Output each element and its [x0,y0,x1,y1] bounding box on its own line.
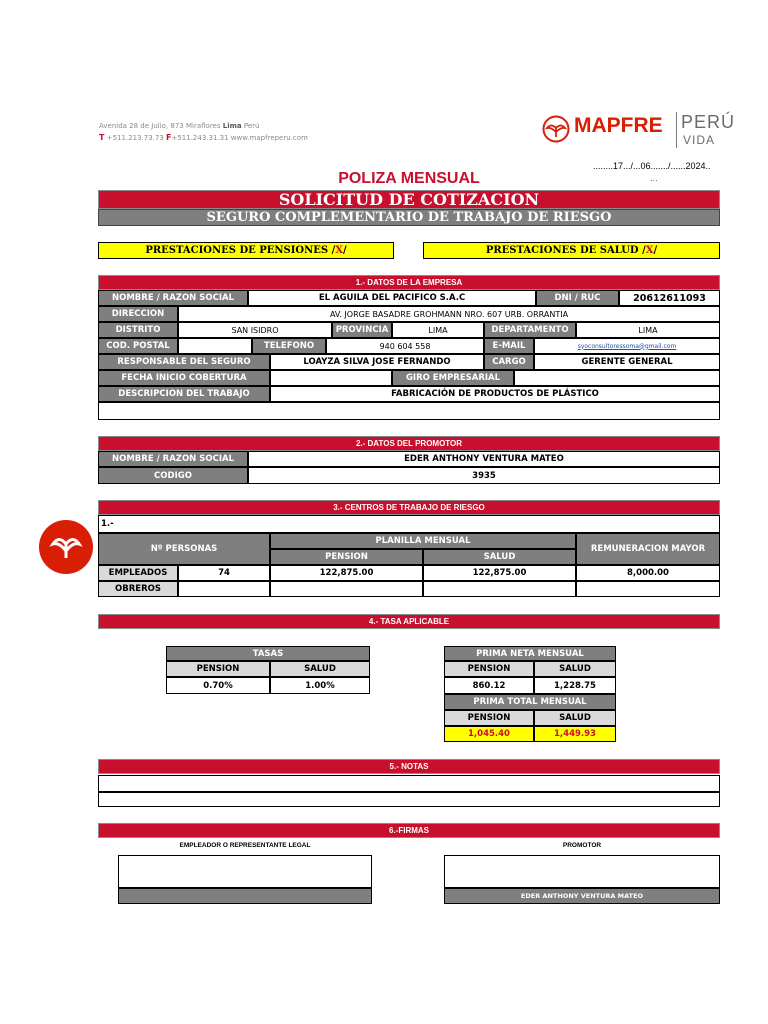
centros-pension-label: PENSION [270,549,423,565]
empresa-responsable-value: LOAYZA SILVA JOSE FERNANDO [270,354,484,370]
empresa-email-link[interactable]: syoconsultoressoma@gmail.com [577,342,677,350]
notas-row-2 [98,792,720,807]
empresa-postal-value [178,338,252,354]
firma-promotor-box [444,855,720,888]
centros-empleados-remuneracion: 8,000.00 [576,565,720,581]
empresa-provincia-value: LIMA [392,322,484,338]
phone-t: +511.213.73.73 [106,134,164,142]
logo-brand: MAPFRE [574,114,663,137]
website: www.mapfreperu.com [230,134,308,142]
address-city: Lima [222,122,242,130]
prestaciones-salud-box [423,242,720,259]
firma-promotor-label: PROMOTOR [562,842,602,849]
prestaciones-pensiones-mark: X [335,245,344,256]
section-notas: 5.- NOTAS [98,759,720,774]
promotor-codigo-value: 3935 [248,467,720,484]
logo-divider [676,112,677,148]
phone-f-label: F [166,133,172,142]
empresa-departamento-label: DEPARTAMENTO [484,322,576,338]
logo-country: PERÚ [681,112,736,132]
promotor-nombre-value: EDER ANTHONY VENTURA MATEO [248,451,720,467]
prestaciones-salud-label: PRESTACIONES DE SALUD / [485,245,646,256]
centros-obreros-pension [270,581,423,597]
firma-promotor-name: EDER ANTHONY VENTURA MATEO [444,888,720,904]
centros-salud-label: SALUD [423,549,576,565]
mapfre-logo [540,112,736,152]
tasas-pension-label: PENSION [166,661,270,677]
phone-f: +511.243.31.31 [171,134,229,142]
prima-total-header: PRIMA TOTAL MENSUAL [444,694,616,710]
section-tasa: 4.- TASA APLICABLE [98,614,720,629]
prima-total-pension-label: PENSION [444,710,534,726]
prestaciones-salud-mark: X [645,245,654,256]
empresa-distrito-value: SAN ISIDRO [178,322,332,338]
empresa-dni-value: 20612611093 [619,290,720,306]
empresa-descripcion-label: DESCRIPCION DEL TRABAJO [98,386,270,402]
mapfre-seal [39,520,93,574]
centros-remuneracion-label: REMUNERACION MAYOR [576,533,720,565]
empresa-nombre-value: EL AGUILA DEL PACIFICO S.A.C [248,290,536,306]
seguro-title: SEGURO COMPLEMENTARIO DE TRABAJO DE RIESGO [98,209,720,226]
empresa-fecha-label: FECHA INICIO COBERTURA [98,370,270,386]
centros-empleados-label: EMPLEADOS [98,565,178,581]
empresa-cargo-label: CARGO [484,354,534,370]
prima-neta-salud-label: SALUD [534,661,616,677]
phone-t-label: T [99,133,105,142]
empresa-telefono-label: TELEFONO [252,338,326,354]
empresa-telefono-value: 940 604 558 [326,338,484,354]
promotor-codigo-label: CODIGO [98,467,248,484]
address-country: Perú [243,122,260,130]
empresa-blank-row [98,402,720,420]
empresa-fecha-value [270,370,392,386]
empresa-departamento-value: LIMA [576,322,720,338]
empresa-nombre-label: NOMBRE / RAZON SOCIAL [98,290,248,306]
firma-empleador-box [118,855,372,888]
prima-total-salud-label: SALUD [534,710,616,726]
empresa-descripcion-value: FABRICACIÓN DE PRODUCTOS DE PLÁSTICO [270,386,720,402]
mapfre-emblem-icon [542,115,570,143]
centros-empleados-personas: 74 [178,565,270,581]
centros-obreros-personas [178,581,270,597]
prima-total-pension-value: 1,045.40 [444,726,534,742]
prima-neta-pension-label: PENSION [444,661,534,677]
section-empresa: 1.- DATOS DE LA EMPRESA [98,275,720,290]
tasas-header: TASAS [166,646,370,661]
company-address [99,120,308,144]
prima-neta-pension-value: 860.12 [444,677,534,694]
prestaciones-salud-close: / [653,245,658,256]
document-date-sub: ... [650,174,658,183]
prima-neta-salud-value: 1,228.75 [534,677,616,694]
prestaciones-pensiones-box [98,242,394,259]
tasas-pension-value: 0.70% [166,677,270,694]
tasas-salud-value: 1.00% [270,677,370,694]
empresa-direccion-label: DIRECCION [98,306,178,322]
empresa-distrito-label: DISTRITO [98,322,178,338]
empresa-giro-label: GIRO EMPRESARIAL [392,370,514,386]
section-centros: 3.- CENTROS DE TRABAJO DE RIESGO [98,500,720,515]
mapfre-seal-icon [39,520,93,574]
solicitud-title: SOLICITUD DE COTIZACION [98,190,720,209]
empresa-responsable-label: RESPONSABLE DEL SEGURO [98,354,270,370]
prima-neta-header: PRIMA NETA MENSUAL [444,646,616,661]
empresa-email-label: E-MAIL [484,338,534,354]
empresa-direccion-value: AV. JORGE BASADRE GROHMANN NRO. 607 URB. ORRANTIA [178,306,720,322]
section-firmas: 6.-FIRMAS [98,823,720,838]
centros-empleados-salud: 122,875.00 [423,565,576,581]
section-promotor: 2.- DATOS DEL PROMOTOR [98,436,720,451]
empresa-provincia-label: PROVINCIA [332,322,392,338]
centros-planilla-label: PLANILLA MENSUAL [270,533,576,549]
document-date: ........17.../...06......./......2024.. [593,161,711,171]
prestaciones-pensiones-label: PRESTACIONES DE PENSIONES / [145,245,336,256]
centros-obreros-salud [423,581,576,597]
empresa-cargo-value: GERENTE GENERAL [534,354,720,370]
firma-empleador-name [118,888,372,904]
prestaciones-pensiones-close: / [343,245,347,256]
empresa-postal-label: COD. POSTAL [98,338,178,354]
centros-obreros-remuneracion [576,581,720,597]
empresa-dni-label: DNI / RUC [536,290,619,306]
notas-row-1 [98,775,720,792]
firma-empleador-label: EMPLEADOR O REPRESENTANTE LEGAL [179,842,311,849]
prima-total-salud-value: 1,449.93 [534,726,616,742]
logo-unit: VIDA [683,133,716,147]
tasas-salud-label: SALUD [270,661,370,677]
centros-personas-label: Nº PERSONAS [98,533,270,565]
centros-empleados-pension: 122,875.00 [270,565,423,581]
empresa-giro-value [514,370,720,386]
empresa-email-cell [534,338,720,354]
promotor-nombre-label: NOMBRE / RAZON SOCIAL [98,451,248,467]
page-title: POLIZA MENSUAL [338,170,480,187]
address-line: Avenida 28 de Julio, 873 Miraflores [99,122,221,130]
centros-item: 1.- [98,515,720,533]
centros-obreros-label: OBREROS [98,581,178,597]
